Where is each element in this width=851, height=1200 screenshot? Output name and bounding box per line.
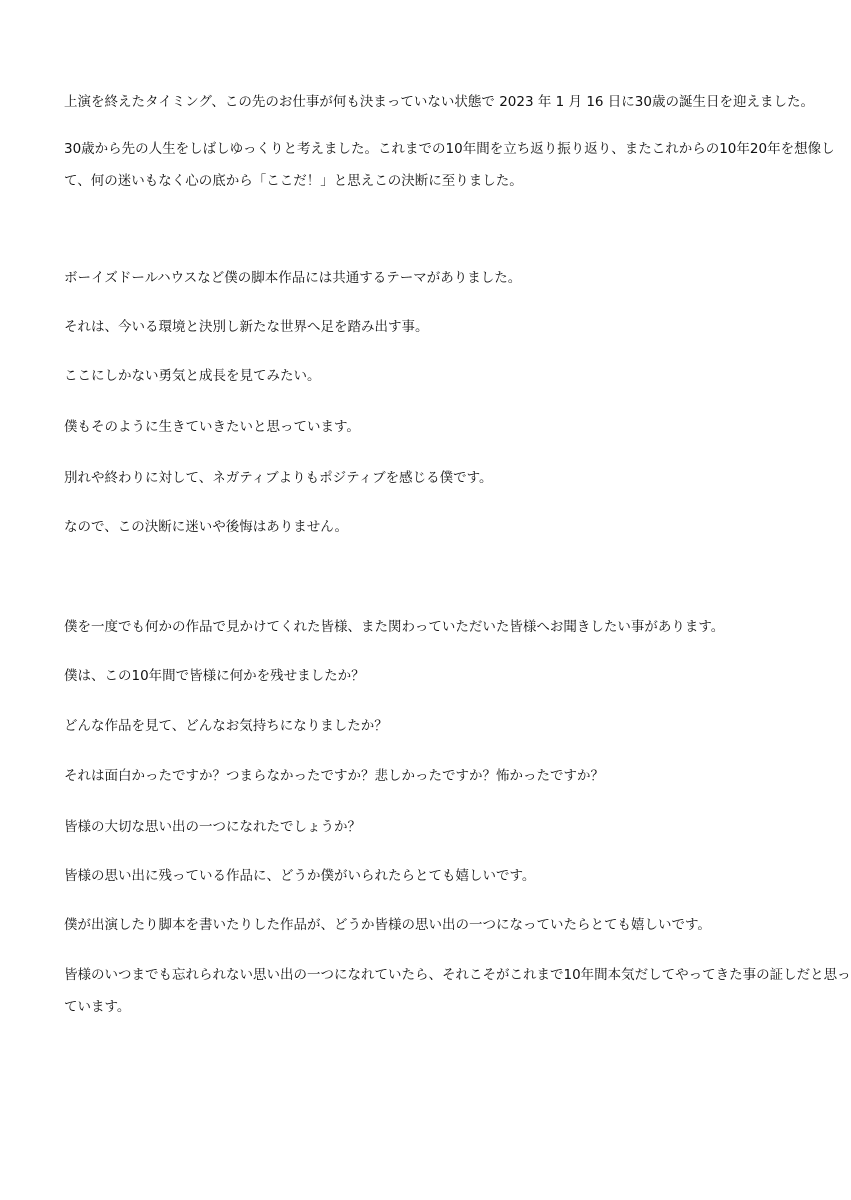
paragraph-line: 30歳から先の人生をしばしゆっくりと考えました。これまでの10年間を立ち返り振り返り、またこれからの10年20年を想像し bbox=[64, 141, 835, 157]
paragraph-line: なので、この決断に迷いや後悔はありません。 bbox=[64, 519, 349, 535]
paragraph-line: ています。 bbox=[64, 999, 131, 1015]
paragraph-line: 皆様の大切な思い出の一つになれたでしょうか？ bbox=[64, 819, 361, 835]
paragraph-line: 別れや終わりに対して、ネガティブよりもポジティブを感じる僕です。 bbox=[64, 470, 493, 486]
paragraph-line: て、何の迷いもなく心の底から「ここだ！」と思えこの決断に至りました。 bbox=[64, 173, 523, 189]
paragraph-line: 僕を一度でも何かの作品で見かけてくれた皆様、また関わっていただいた皆様へお聞きしたい事があります。 bbox=[64, 619, 725, 635]
paragraph-line: それは、今いる環境と決別し新たな世界へ足を踏み出す事。 bbox=[64, 319, 429, 335]
paragraph-line: 上演を終えたタイミング、この先のお仕事が何も決まっていない状態で 2023 年 1 月 16 日に30歳の誕生日を迎えました。 bbox=[64, 94, 814, 110]
paragraph-line: どんな作品を見て、どんなお気持ちになりましたか？ bbox=[64, 718, 388, 734]
paragraph-line: ボーイズドールハウスなど僕の脚本作品には共通するテーマがありました。 bbox=[64, 270, 522, 286]
paragraph-line: 僕もそのように生きていきたいと思っています。 bbox=[64, 419, 360, 435]
paragraph-line: 皆様のいつまでも忘れられない思い出の一つになれていたら、それこそがこれまで10年間本気だしてやってきた事の証しだと思っ bbox=[64, 967, 851, 983]
paragraph-line: それは面白かったですか？つまらなかったですか？悲しかったですか？怖かったですか？ bbox=[64, 768, 604, 784]
paragraph-line: ここにしかない勇気と成長を見てみたい。 bbox=[64, 368, 321, 384]
paragraph-line: 皆様の思い出に残っている作品に、どうか僕がいられたらとても嬉しいです。 bbox=[64, 868, 536, 884]
paragraph-line: 僕は、この10年間で皆様に何かを残せましたか？ bbox=[64, 668, 365, 684]
paragraph-line: 僕が出演したり脚本を書いたりした作品が、どうか皆様の思い出の一つになっていたらとても嬉しいです。 bbox=[64, 917, 711, 933]
